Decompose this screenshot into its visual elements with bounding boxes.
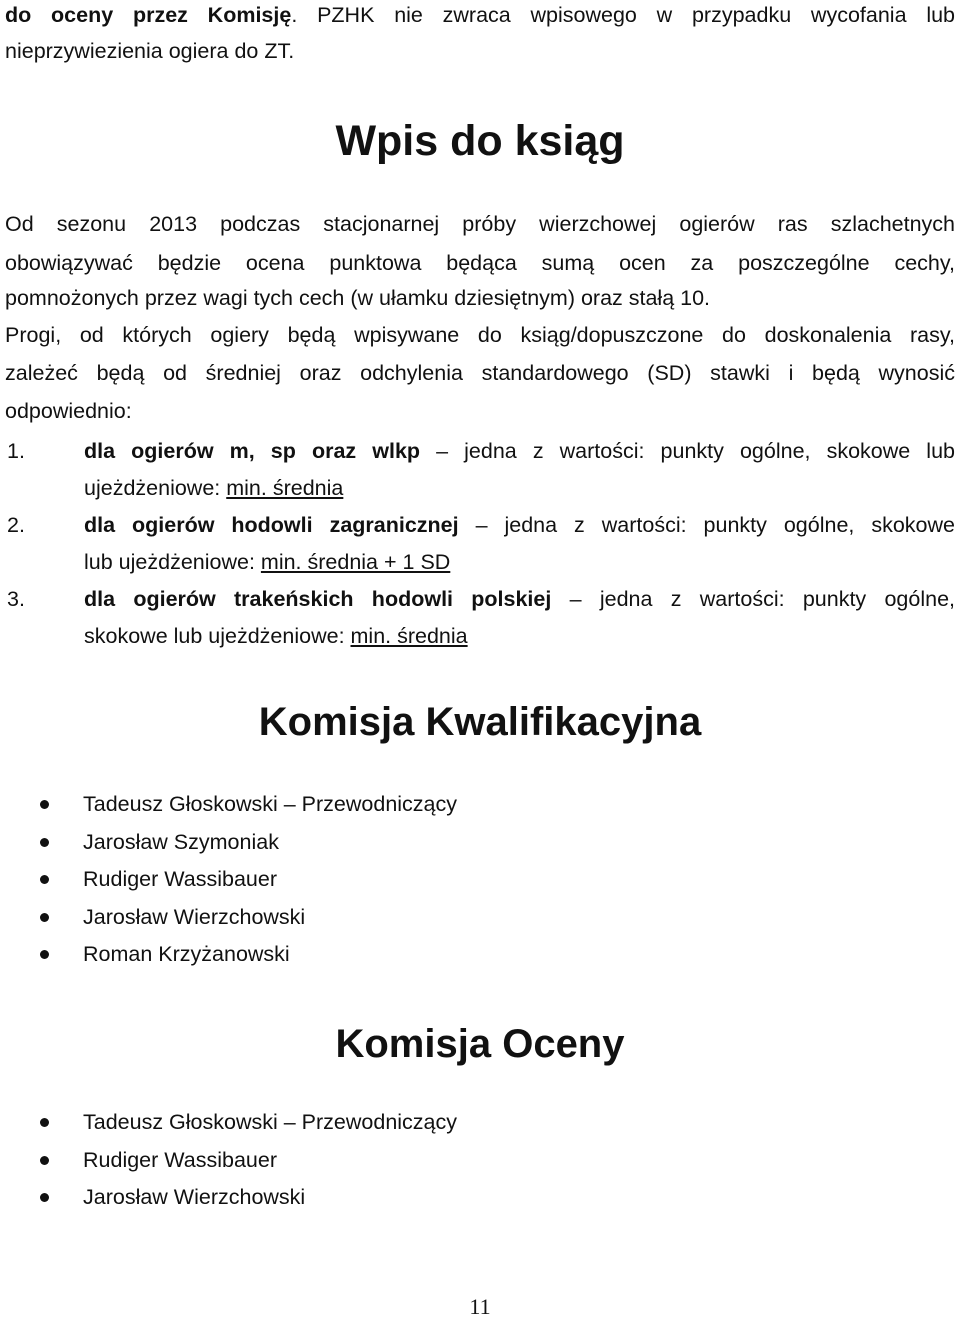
bullet-icon <box>40 838 49 847</box>
section-title-wpis-do-ksiag: Wpis do ksiąg <box>335 117 625 165</box>
qualification-committee-list <box>0 786 960 974</box>
page-number: 11 <box>469 1294 491 1319</box>
criteria-line <box>84 544 955 581</box>
committee-member-name: Rudiger Wassibauer <box>83 1147 277 1172</box>
criteria-line <box>84 618 955 655</box>
criteria-prefix: ujeżdżeniowe: <box>84 476 227 500</box>
criteria-bold-label: dla ogierów trakeńskich hodowli polskiej <box>84 587 552 611</box>
paragraph-line: Progi, od których ogiery będą wpisywane do ksiąg/dopuszczone do doskonalenia rasy, <box>5 323 955 347</box>
criteria-threshold: min. średnia + 1 SD <box>260 550 451 574</box>
paragraph-line: odpowiednio: <box>5 399 132 423</box>
committee-member <box>0 936 960 974</box>
committee-member <box>0 1179 960 1217</box>
paragraph-line: Od sezonu 2013 podczas stacjonarnej próby wierzchowej ogierów ras szlachetnych <box>5 212 955 236</box>
criteria-number: 2. <box>7 513 25 537</box>
bullet-icon <box>40 875 49 884</box>
section-title-komisja-oceny: Komisja Oceny <box>335 1022 625 1066</box>
criteria-number: 1. <box>7 439 25 463</box>
committee-member <box>0 824 960 862</box>
criteria-prefix: lub ujeżdżeniowe: <box>84 550 261 574</box>
committee-member-name: Rudiger Wassibauer <box>83 867 277 891</box>
criteria-line <box>84 581 955 618</box>
bullet-icon <box>40 913 49 922</box>
committee-member <box>0 899 960 937</box>
bullet-icon <box>40 1118 49 1127</box>
criteria-line <box>84 433 955 470</box>
committee-member <box>0 1142 960 1180</box>
committee-member-name: Tadeusz Głoskowski – Przewodniczący <box>83 792 458 816</box>
bullet-icon <box>40 1156 49 1165</box>
bullet-icon <box>40 800 49 809</box>
bullet-icon <box>40 950 49 959</box>
bullet-icon <box>40 1193 49 1202</box>
paragraph-line: pomnożonych przez wagi tych cech (w ułamku dziesiętnym) oraz stałą 10. <box>5 286 711 310</box>
committee-member <box>0 786 960 824</box>
criteria-line <box>84 507 955 544</box>
committee-member-name: Jarosław Wierzchowski <box>83 904 306 929</box>
paragraph-line: zależeć będą od średniej oraz odchylenia standardowego (SD) stawki i będą wynosić <box>5 361 955 385</box>
paragraph-line: obowiązywać będzie ocena punktowa będąca sumą ocen za poszczególne cechy, <box>5 251 955 275</box>
criteria-prefix: skokowe lub ujeżdżeniowe: <box>84 624 351 648</box>
committee-member-name: Jarosław Wierzchowski <box>83 1185 306 1209</box>
committee-member-name: Roman Krzyżanowski <box>83 942 290 966</box>
intro-line-2: nieprzywiezienia ogiera do ZT. <box>5 39 295 63</box>
committee-member <box>0 1104 960 1142</box>
criteria-bold-label: dla ogierów m, sp oraz wlkp <box>84 439 421 463</box>
committee-member-name: Tadeusz Głoskowski – Przewodniczący <box>83 1110 458 1134</box>
evaluation-committee-list <box>0 1104 960 1217</box>
committee-member <box>0 861 960 899</box>
criteria-threshold: min. średnia <box>226 476 344 500</box>
criteria-description: – jedna z wartości: punkty ogólne, skokowe <box>458 513 955 537</box>
committee-member-name: Jarosław Szymoniak <box>83 829 279 854</box>
criteria-threshold: min. średnia <box>350 624 468 648</box>
criteria-description: – jedna z wartości: punkty ogólne, <box>551 587 955 611</box>
section-title-komisja-kwalifikacyjna: Komisja Kwalifikacyjna <box>258 700 702 744</box>
criteria-number: 3. <box>7 587 25 611</box>
intro-text: . PZHK nie zwraca wpisowego w przypadku wycofania lub <box>291 3 956 27</box>
intro-bold-text: do oceny przez Komisję <box>5 3 292 27</box>
criteria-line <box>84 470 955 507</box>
criteria-bold-label: dla ogierów hodowli zagranicznej <box>84 513 459 537</box>
intro-line-1 <box>5 0 955 30</box>
criteria-description: – jedna z wartości: punkty ogólne, skokowe lub <box>420 439 955 463</box>
